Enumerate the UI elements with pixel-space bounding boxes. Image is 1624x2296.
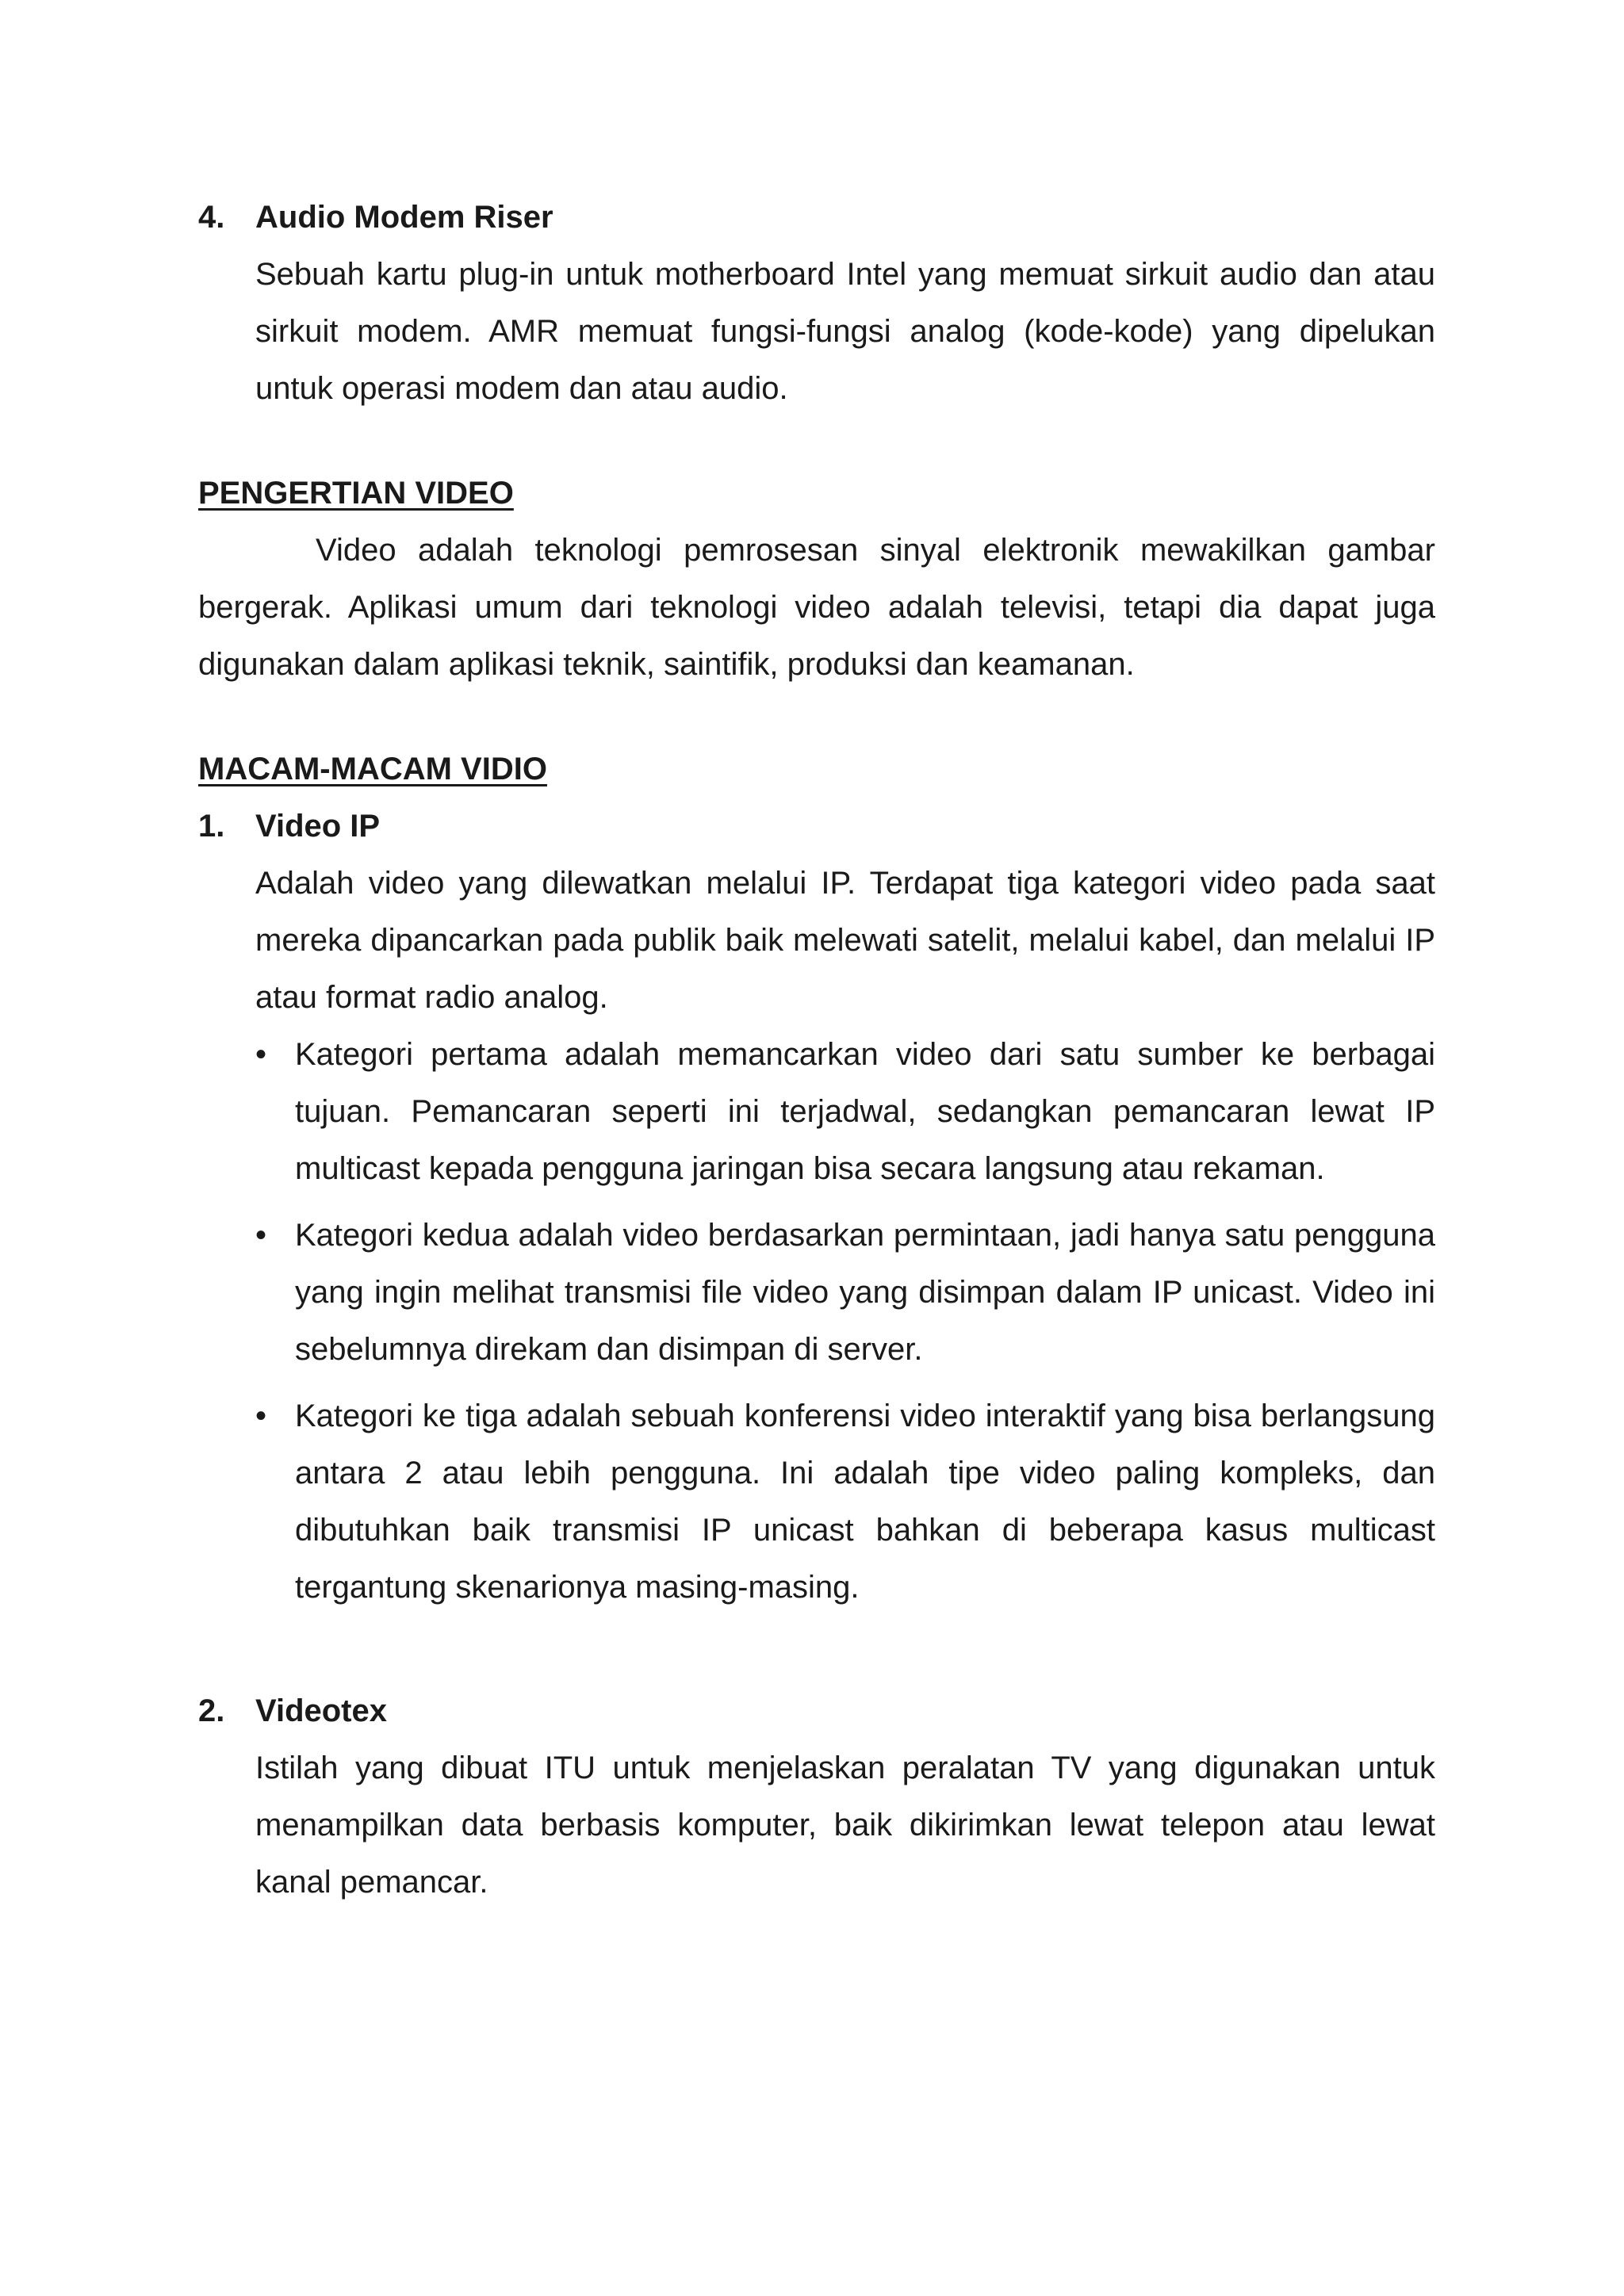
item-title: Video IP xyxy=(255,809,381,844)
item-number: 4. xyxy=(198,200,225,235)
bullet-icon: • xyxy=(255,1399,267,1433)
bullet-text: Kategori pertama adalah memancarkan video dari satu sumber ke berbagai tujuan. Pemancaran seperti ini terjadwal, sedangkan pemancaran lewat IP multicast kepada pengguna jaringan bisa secara langsung atau rekaman. xyxy=(295,1037,1435,1186)
item-heading-videotex xyxy=(198,1682,1435,1739)
item-paragraph: Sebuah kartu plug-in untuk motherboard Intel yang memuat sirkuit audio dan atau sirkuit modem. AMR memuat fungsi-fungsi analog (kode-kode) yang dipelukan untuk operasi modem dan atau audio. xyxy=(255,257,1435,406)
document-page xyxy=(198,189,1435,1911)
item-number: 2. xyxy=(198,1693,225,1728)
section-title-pengertian-video: PENGERTIAN VIDEO xyxy=(198,476,514,511)
section-paragraph: Video adalah teknologi pemrosesan sinyal elektronik mewakilkan gambar bergerak. Aplikasi umum dari teknologi video adalah televisi, tetapi dia dapat juga digunakan dalam aplikasi teknik, saintifik, produksi dan keamanan. xyxy=(198,533,1435,682)
bullet-list xyxy=(255,1026,1435,1616)
item-heading-audio-modem-riser xyxy=(198,189,1435,246)
item-title: Audio Modem Riser xyxy=(255,200,553,235)
bullet-item xyxy=(255,1026,1435,1197)
section-title-macam-macam-vidio: MACAM-MACAM VIDIO xyxy=(198,752,547,786)
item-paragraph: Istilah yang dibuat ITU untuk menjelaskan peralatan TV yang digunakan untuk menampilkan data berbasis komputer, baik dikirimkan lewat telepon atau lewat kanal pemancar. xyxy=(255,1751,1435,1900)
bullet-item xyxy=(255,1387,1435,1616)
bullet-item xyxy=(255,1207,1435,1378)
bullet-text: Kategori kedua adalah video berdasarkan permintaan, jadi hanya satu pengguna yang ingin melihat transmisi file video yang disimpan dalam IP unicast. Video ini sebelumnya direkam dan disimpan di server. xyxy=(295,1218,1435,1367)
bullet-text: Kategori ke tiga adalah sebuah konferensi video interaktif yang bisa berlangsung antara 2 atau lebih pengguna. Ini adalah tipe video paling kompleks, dan dibutuhkan baik transmisi IP unicast bahkan di beberapa kasus multicast tergantung skenarionya masing-masing. xyxy=(295,1399,1435,1605)
item-number: 1. xyxy=(198,809,225,844)
bullet-icon: • xyxy=(255,1218,267,1253)
bullet-icon: • xyxy=(255,1037,267,1072)
item-title: Videotex xyxy=(255,1693,387,1728)
item-heading-video-ip xyxy=(198,798,1435,855)
item-paragraph: Adalah video yang dilewatkan melalui IP. Terdapat tiga kategori video pada saat mereka dipancarkan pada publik baik melewati satelit, melalui kabel, dan melalui IP atau format radio analog. xyxy=(255,866,1435,1015)
